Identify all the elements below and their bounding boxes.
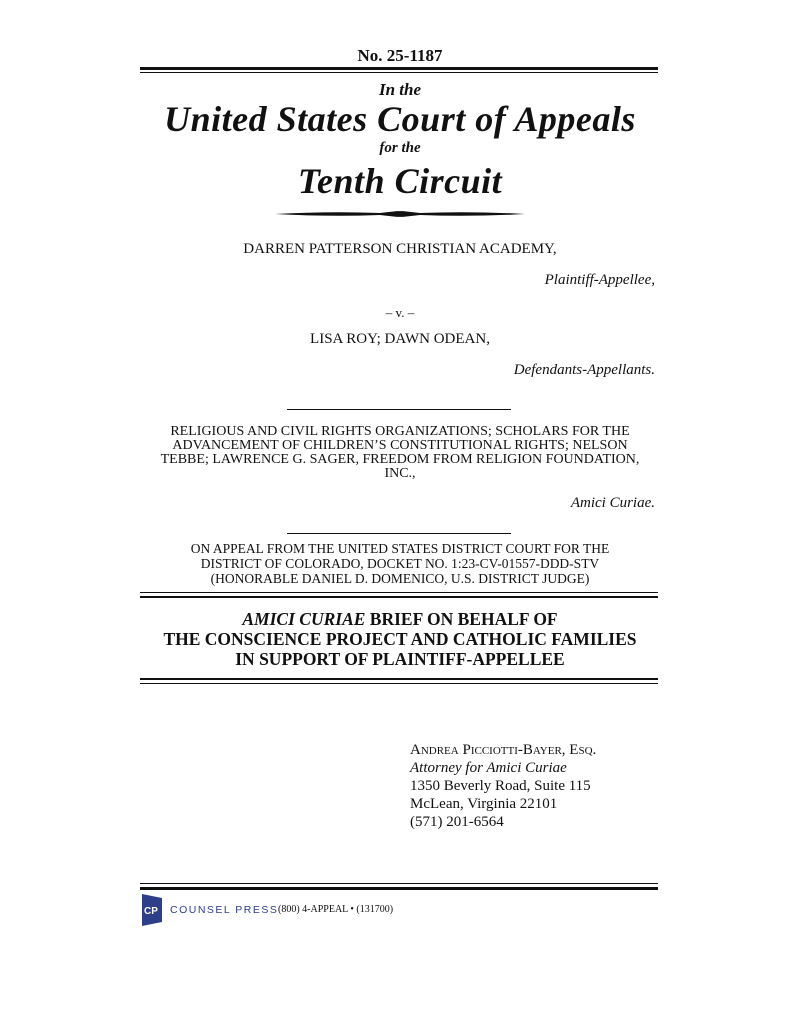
for-the-label: for the <box>379 140 421 156</box>
brief-title-line-3: IN SUPPORT OF PLAINTIFF-APPELLEE <box>235 649 565 669</box>
court-name: United States Court of Appeals <box>164 99 636 139</box>
amici-bottom-separator <box>287 533 511 534</box>
ornamental-divider <box>270 207 530 221</box>
footer-rule-thin <box>140 883 658 884</box>
amici-names: RELIGIOUS AND CIVIL RIGHTS ORGANIZATIONS; SCHOLARS FOR THE ADVANCEMENT OF CHILDREN’S CONSTITUTIONAL RIGHTS; NELSON TEBBE; LAWRENCE G. SAGER, FREEDOM FROM RELIGION FOUNDATION, INC., <box>160 424 640 481</box>
in-the-label: In the <box>378 80 422 99</box>
defendants-name: LISA ROY; DAWN ODEAN, <box>310 331 490 347</box>
amici-curiae-italic: AMICI CURIAE <box>242 609 366 629</box>
attorney-phone: (571) 201-6564 <box>410 814 504 830</box>
header-top-rule-thin <box>140 72 658 73</box>
appeal-line-2: DISTRICT OF COLORADO, DOCKET NO. 1:23-CV-01557-DDD-STV <box>200 556 600 571</box>
appeal-line-3: (HONORABLE DANIEL D. DOMENICO, U.S. DISTRICT JUDGE) <box>210 571 590 586</box>
attorney-title: Attorney for Amici Curiae <box>410 760 567 776</box>
brief-bottom-rule-thin <box>140 683 658 684</box>
appeal-line-1: ON APPEAL FROM THE UNITED STATES DISTRICT COURT FOR THE <box>190 541 610 556</box>
brief-top-rule-thick <box>140 596 658 598</box>
brief-bottom-rule-thick <box>140 678 658 680</box>
plaintiff-role: Plaintiff-Appellee, <box>544 272 655 288</box>
circuit-name: Tenth Circuit <box>297 161 503 201</box>
brief-title-line-2: THE CONSCIENCE PROJECT AND CATHOLIC FAMILIES <box>163 629 637 649</box>
brief-title-line-1-rest: BRIEF ON BEHALF OF <box>365 609 558 629</box>
brief-title-line-1 <box>100 609 700 629</box>
appeal-origin <box>140 541 660 586</box>
defendants-role: Defendants-Appellants. <box>513 362 655 378</box>
counsel-press-brand: COUNSEL PRESS <box>170 904 279 916</box>
versus-label: – v. – <box>385 305 415 320</box>
attorney-name: Andrea Picciotti-Bayer, Esq. <box>410 742 597 758</box>
header-top-rule-thick <box>140 67 658 70</box>
amici-role: Amici Curiae. <box>570 495 655 511</box>
plaintiff-name: DARREN PATTERSON CHRISTIAN ACADEMY, <box>243 241 557 257</box>
case-number: No. 25-1187 <box>357 46 443 65</box>
counsel-press-phone: (800) 4-APPEAL • (131700) <box>278 904 394 915</box>
brief-top-rule-thin <box>140 592 658 593</box>
attorney-address-2: McLean, Virginia 22101 <box>410 796 558 812</box>
brief-title <box>100 609 700 669</box>
logo-text: CP <box>144 906 158 917</box>
amici-top-separator <box>287 409 511 410</box>
attorney-address-1: 1350 Beverly Road, Suite 115 <box>410 778 591 794</box>
counsel-press-logo-icon <box>140 894 162 926</box>
footer-rule-thick <box>140 887 658 890</box>
